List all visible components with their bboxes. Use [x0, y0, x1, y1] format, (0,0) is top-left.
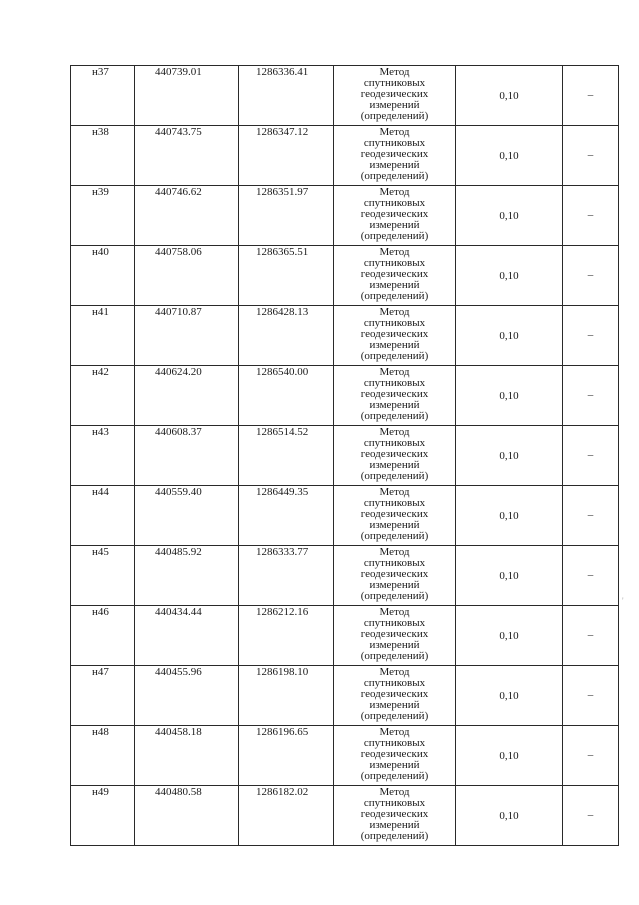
- determination-method: Метод спутниковых геодезических измерений (определений): [360, 786, 429, 842]
- coordinates-table: [70, 65, 619, 846]
- dash-cell: [563, 426, 619, 486]
- accuracy-value: 0,10: [499, 209, 519, 222]
- dash-value: –: [587, 689, 594, 701]
- dash-cell: [563, 606, 619, 666]
- y-coordinate-cell: [239, 306, 334, 366]
- point-number: н37: [92, 66, 109, 78]
- method-cell: [334, 426, 456, 486]
- determination-method: Метод спутниковых геодезических измерений (определений): [360, 486, 429, 542]
- method-cell: [334, 606, 456, 666]
- point-number-cell: [71, 546, 135, 606]
- y-coordinate-cell: [239, 186, 334, 246]
- determination-method: Метод спутниковых геодезических измерений (определений): [360, 306, 429, 362]
- determination-method: Метод спутниковых геодезических измерений (определений): [360, 426, 429, 482]
- point-number: н39: [92, 186, 109, 198]
- accuracy-cell: [456, 246, 563, 306]
- x-coordinate-cell: [135, 366, 239, 426]
- x-coordinate: 440739.01: [155, 66, 202, 78]
- determination-method: Метод спутниковых геодезических измерений (определений): [360, 666, 429, 722]
- y-coordinate-cell: [239, 606, 334, 666]
- x-coordinate: 440624.20: [155, 366, 202, 378]
- y-coordinate: 1286196.65: [256, 726, 309, 738]
- method-cell: [334, 66, 456, 126]
- dash-cell: [563, 786, 619, 846]
- table-row: [71, 486, 619, 546]
- dash-value: –: [587, 629, 594, 641]
- method-cell: [334, 666, 456, 726]
- accuracy-cell: [456, 486, 563, 546]
- dash-cell: [563, 666, 619, 726]
- accuracy-cell: [456, 726, 563, 786]
- dash-value: –: [587, 149, 594, 161]
- accuracy-cell: [456, 366, 563, 426]
- point-number: н44: [92, 486, 109, 498]
- x-coordinate: 440434.44: [155, 606, 202, 618]
- y-coordinate-cell: [239, 66, 334, 126]
- point-number-cell: [71, 126, 135, 186]
- table-row: [71, 786, 619, 846]
- accuracy-cell: [456, 786, 563, 846]
- y-coordinate: 1286540.00: [256, 366, 309, 378]
- accuracy-cell: [456, 546, 563, 606]
- y-coordinate-cell: [239, 726, 334, 786]
- table-row: [71, 426, 619, 486]
- accuracy-cell: [456, 186, 563, 246]
- determination-method: Метод спутниковых геодезических измерений (определений): [360, 126, 429, 182]
- y-coordinate: 1286182.02: [256, 786, 309, 798]
- method-cell: [334, 246, 456, 306]
- x-coordinate: 440480.58: [155, 786, 202, 798]
- point-number: н46: [92, 606, 109, 618]
- method-cell: [334, 786, 456, 846]
- point-number-cell: [71, 246, 135, 306]
- point-number: н45: [92, 546, 109, 558]
- y-coordinate: 1286449.35: [256, 486, 309, 498]
- accuracy-value: 0,10: [499, 269, 519, 282]
- determination-method: Метод спутниковых геодезических измерений (определений): [360, 246, 429, 302]
- dash-cell: [563, 246, 619, 306]
- point-number-cell: [71, 486, 135, 546]
- x-coordinate: 440458.18: [155, 726, 202, 738]
- table-row: [71, 246, 619, 306]
- x-coordinate-cell: [135, 306, 239, 366]
- accuracy-value: 0,10: [499, 89, 519, 102]
- x-coordinate-cell: [135, 546, 239, 606]
- y-coordinate: 1286198.10: [256, 666, 309, 678]
- point-number: н41: [92, 306, 109, 318]
- table-row: [71, 546, 619, 606]
- x-coordinate-cell: [135, 786, 239, 846]
- y-coordinate-cell: [239, 786, 334, 846]
- table-row: [71, 66, 619, 126]
- dash-value: –: [587, 809, 594, 821]
- x-coordinate-cell: [135, 726, 239, 786]
- dash-value: –: [587, 749, 594, 761]
- margin-mark: ': [622, 596, 624, 606]
- table-row: [71, 726, 619, 786]
- x-coordinate-cell: [135, 486, 239, 546]
- accuracy-value: 0,10: [499, 629, 519, 642]
- dash-cell: [563, 366, 619, 426]
- x-coordinate-cell: [135, 246, 239, 306]
- dash-value: –: [587, 209, 594, 221]
- accuracy-value: 0,10: [499, 809, 519, 822]
- point-number-cell: [71, 426, 135, 486]
- method-cell: [334, 726, 456, 786]
- accuracy-value: 0,10: [499, 569, 519, 582]
- y-coordinate: 1286347.12: [256, 126, 309, 138]
- method-cell: [334, 126, 456, 186]
- determination-method: Метод спутниковых геодезических измерений (определений): [360, 606, 429, 662]
- table-row: [71, 666, 619, 726]
- point-number: н40: [92, 246, 109, 258]
- x-coordinate-cell: [135, 186, 239, 246]
- dash-value: –: [587, 329, 594, 341]
- y-coordinate-cell: [239, 246, 334, 306]
- dash-value: –: [587, 449, 594, 461]
- y-coordinate: 1286351.97: [256, 186, 309, 198]
- table-row: [71, 126, 619, 186]
- determination-method: Метод спутниковых геодезических измерений (определений): [360, 546, 429, 602]
- x-coordinate-cell: [135, 666, 239, 726]
- accuracy-value: 0,10: [499, 509, 519, 522]
- method-cell: [334, 366, 456, 426]
- x-coordinate-cell: [135, 606, 239, 666]
- coordinates-table-body: [71, 66, 619, 846]
- table-row: [71, 306, 619, 366]
- y-coordinate-cell: [239, 486, 334, 546]
- x-coordinate-cell: [135, 126, 239, 186]
- table-row: [71, 366, 619, 426]
- accuracy-value: 0,10: [499, 749, 519, 762]
- x-coordinate: 440608.37: [155, 426, 202, 438]
- y-coordinate: 1286333.77: [256, 546, 309, 558]
- y-coordinate: 1286428.13: [256, 306, 309, 318]
- point-number-cell: [71, 186, 135, 246]
- dash-cell: [563, 126, 619, 186]
- point-number: н42: [92, 366, 109, 378]
- table-row: [71, 186, 619, 246]
- dash-cell: [563, 186, 619, 246]
- accuracy-cell: [456, 606, 563, 666]
- y-coordinate-cell: [239, 426, 334, 486]
- determination-method: Метод спутниковых геодезических измерений (определений): [360, 366, 429, 422]
- y-coordinate: 1286212.16: [256, 606, 309, 618]
- accuracy-cell: [456, 306, 563, 366]
- accuracy-value: 0,10: [499, 689, 519, 702]
- dash-cell: [563, 546, 619, 606]
- x-coordinate: 440746.62: [155, 186, 202, 198]
- point-number: н48: [92, 726, 109, 738]
- dash-cell: [563, 486, 619, 546]
- determination-method: Метод спутниковых геодезических измерений (определений): [360, 726, 429, 782]
- y-coordinate-cell: [239, 126, 334, 186]
- table-row: [71, 606, 619, 666]
- x-coordinate: 440455.96: [155, 666, 202, 678]
- dash-value: –: [587, 269, 594, 281]
- y-coordinate-cell: [239, 546, 334, 606]
- method-cell: [334, 546, 456, 606]
- point-number: н43: [92, 426, 109, 438]
- determination-method: Метод спутниковых геодезических измерений (определений): [360, 186, 429, 242]
- method-cell: [334, 186, 456, 246]
- point-number: н38: [92, 126, 109, 138]
- point-number-cell: [71, 726, 135, 786]
- point-number-cell: [71, 66, 135, 126]
- y-coordinate: 1286514.52: [256, 426, 309, 438]
- y-coordinate-cell: [239, 666, 334, 726]
- x-coordinate: 440485.92: [155, 546, 202, 558]
- method-cell: [334, 306, 456, 366]
- point-number-cell: [71, 666, 135, 726]
- point-number-cell: [71, 366, 135, 426]
- accuracy-cell: [456, 126, 563, 186]
- dash-value: –: [587, 509, 594, 521]
- accuracy-value: 0,10: [499, 329, 519, 342]
- accuracy-cell: [456, 666, 563, 726]
- accuracy-value: 0,10: [499, 449, 519, 462]
- method-cell: [334, 486, 456, 546]
- x-coordinate: 440710.87: [155, 306, 202, 318]
- x-coordinate: 440559.40: [155, 486, 202, 498]
- accuracy-cell: [456, 66, 563, 126]
- dash-cell: [563, 306, 619, 366]
- point-number-cell: [71, 606, 135, 666]
- dash-cell: [563, 66, 619, 126]
- dash-value: –: [587, 389, 594, 401]
- y-coordinate-cell: [239, 366, 334, 426]
- point-number: н47: [92, 666, 109, 678]
- x-coordinate-cell: [135, 426, 239, 486]
- dash-cell: [563, 726, 619, 786]
- y-coordinate: 1286336.41: [256, 66, 309, 78]
- dash-value: –: [587, 569, 594, 581]
- accuracy-value: 0,10: [499, 389, 519, 402]
- dash-value: –: [587, 89, 594, 101]
- x-coordinate: 440758.06: [155, 246, 202, 258]
- point-number-cell: [71, 786, 135, 846]
- point-number-cell: [71, 306, 135, 366]
- point-number: н49: [92, 786, 109, 798]
- x-coordinate: 440743.75: [155, 126, 202, 138]
- y-coordinate: 1286365.51: [256, 246, 309, 258]
- determination-method: Метод спутниковых геодезических измерений (определений): [360, 66, 429, 122]
- accuracy-value: 0,10: [499, 149, 519, 162]
- x-coordinate-cell: [135, 66, 239, 126]
- accuracy-cell: [456, 426, 563, 486]
